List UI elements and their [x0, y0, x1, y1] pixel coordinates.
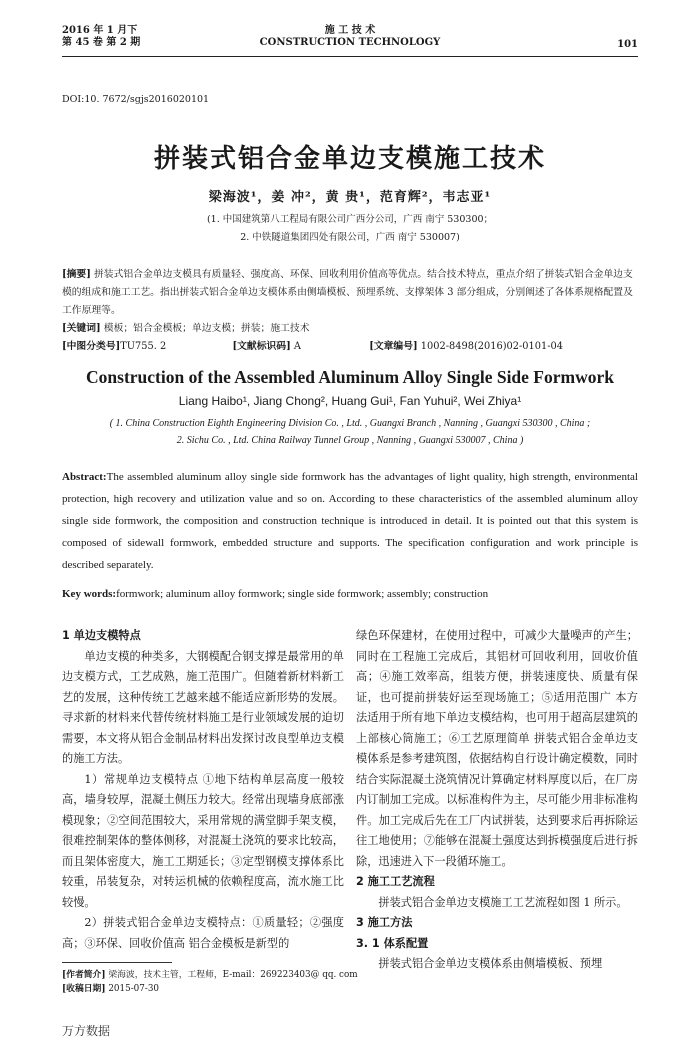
affiliation-cn-2: 2. 中铁隧道集团四处有限公司，广西 南宁 530007): [240, 232, 460, 243]
body-column-left: [62, 626, 344, 954]
abstract-cn: [62, 266, 638, 320]
affiliation-en-2: 2. Sichu Co. , Ltd. China Railway Tunnel Group , Nanning , Guangxi 530007 , China ): [176, 435, 524, 446]
section-heading-1: 1 单边支模特点: [62, 629, 141, 642]
keywords-en: [62, 588, 638, 600]
abstract-cn-label: [摘要]: [62, 269, 91, 280]
watermark: 万方数据: [62, 1024, 111, 1038]
footnote-author-label: [作者简介]: [62, 970, 106, 980]
header-rule: [62, 56, 638, 57]
paragraph: 拼装式铝合金单边支模体系由侧墙模板、预埋: [378, 957, 603, 970]
paragraph: 2）拼装式铝合金单边支模特点：①质量轻；②强度高；③环保、回收价值高 铝合金模板是新型的: [62, 916, 344, 950]
classification-line: [62, 338, 638, 356]
keywords-cn: [62, 320, 638, 338]
body-column-right: [356, 626, 638, 975]
page-number: 101: [617, 39, 638, 50]
clc-label: [中图分类号]: [62, 341, 121, 352]
keywords-cn-text: 模板；铝合金模板；单边支模；拼装；施工技术: [103, 323, 310, 334]
clc-value: TU755. 2: [120, 341, 167, 352]
issue-date: 2016 年 1 月下: [62, 25, 138, 36]
doi: DOI:10. 7672/sgjs2016020101: [62, 94, 210, 105]
keywords-en-label: Key words:: [62, 588, 117, 600]
abstract-en-text: The assembled aluminum alloy single side formwork has the advantages of light quality, high strength, environmental protection, high recovery and utilization value and so on. According to these characteristics of the assembled aluminum alloy single side formwork, the composition and construction technique is introduced in detail. It is pointed out that this system is composed of sidewall formwork, embedded structure and supports. The specification configuration and work principle is described separately.: [62, 471, 638, 571]
keywords-cn-label: [关键词]: [62, 323, 101, 334]
running-header-center: [220, 25, 480, 49]
paragraph: 绿色环保建材，在使用过程中，可减少大量噪声的产生；同时在工程施工完成后，其铝材可回收利用，回收价值高；④施工效率高，组装方便，拼装速度快、质量有保证，也可提前拼装好运至现场施工；⑤适用范围广 本方法适用于所有地下单边支模结构，也可用于超高层建筑的上部核心筒施工；⑥工艺原理简单 拼装式铝合金单边支模体系是参考建筑图，依据结构自行设计确定模数，同时结合实际混凝土浇筑情况计算确定材料厚度以后，在厂房内订制加工完成。以标准构件为主，尽可能少用非标准构件。加工完成后先在工厂内试拼装，达到要求后再拆除运往工地使用；⑦能够在混凝土强度达到拆模强度后进行拆除，迅速进入下一段循环施工。: [356, 629, 638, 868]
journal-name-en: CONSTRUCTION TECHNOLOGY: [259, 37, 441, 48]
section-heading-3: 3 施工方法: [356, 916, 413, 929]
authors-cn: 梁海波¹，姜 冲²，黄 贵¹，范育辉²，韦志亚¹: [208, 190, 492, 205]
article-number-label: [文章编号]: [369, 341, 418, 352]
title-en: Construction of the Assembled Aluminum Alloy Single Side Formwork: [86, 367, 614, 387]
affiliation-en-1: ( 1. China Construction Eighth Engineering Division Co. , Ltd. , Guangxi Branch , Nanning , Guangxi 530300 , China ;: [109, 418, 591, 429]
subsection-heading-3-1: 3. 1 体系配置: [356, 936, 429, 950]
section-heading-2: 2 施工工艺流程: [356, 875, 435, 888]
keywords-en-text: formwork; aluminum alloy formwork; single side formwork; assembly; construction: [116, 588, 489, 600]
article-number-value: 1002-8498(2016)02-0101-04: [420, 341, 564, 352]
journal-name-cn: 施 工 技 术: [324, 25, 376, 36]
footnote-received-text: 2015-07-30: [108, 984, 160, 994]
footnote-author: [62, 968, 358, 982]
running-header-left: [62, 25, 140, 49]
paragraph: 单边支模的种类多，大钢模配合钢支撑是最常用的单边支模方式，工艺成熟，施工范围广。但随着新材料新工艺的发展，这种传统工艺越来越不能适应新形势的发展。寻求新的材料来代替传统材料施工是行业领域发展的迫切需要，本文将从铝合金制品材料出发探讨改良型单边支模的施工方法。: [62, 649, 344, 765]
footnote-received: [62, 982, 159, 996]
footnote-rule: [62, 962, 172, 963]
abstract-en-label: Abstract:: [62, 471, 107, 483]
title-cn: 拼装式铝合金单边支模施工技术: [153, 144, 546, 174]
footnote-author-text: 梁海波，技术主管，工程师，E-mail：269223403@ qq. com: [108, 970, 358, 980]
paragraph: 1）常规单边支模特点 ①地下结构单层高度一般较高，墙身较厚，混凝土侧压力较大。经常出现墙身底部涨模现象；②空间范围较大，采用常规的满堂脚手架支模，很难控制架体的整体侧移，对混凝土浇筑的要求比较高，而且架体密度大，施工工期延长；③定型钢模支撑体系比较重，吊装复杂，对转运机械的依赖程度高，流水施工比较慢。: [62, 772, 344, 909]
doc-code-label: [文献标识码]: [232, 341, 291, 352]
abstract-cn-text: 拼装式铝合金单边支模具有质量轻、强度高、环保、回收利用价值高等优点。结合技术特点，重点介绍了拼装式铝合金单边支模的组成和施工工艺。指出拼装式铝合金单边支模体系由侧墙模板、预埋系统、支撑架体 3 部分组成，分别阐述了各体系规格配置及工作原理等。: [62, 269, 633, 316]
paragraph: 拼装式铝合金单边支模施工工艺流程如图 1 所示。: [378, 895, 628, 909]
authors-en: Liang Haibo¹, Jiang Chong², Huang Gui¹, Fan Yuhui², Wei Zhiya¹: [178, 394, 522, 408]
footnote-received-label: [收稿日期]: [62, 984, 106, 994]
doc-code-value: A: [293, 341, 301, 352]
affiliation-cn-1: (1. 中国建筑第八工程局有限公司广西分公司，广西 南宁 530300；: [206, 214, 494, 225]
issue-volume: 第 45 卷 第 2 期: [62, 37, 141, 48]
abstract-en: [62, 466, 638, 576]
